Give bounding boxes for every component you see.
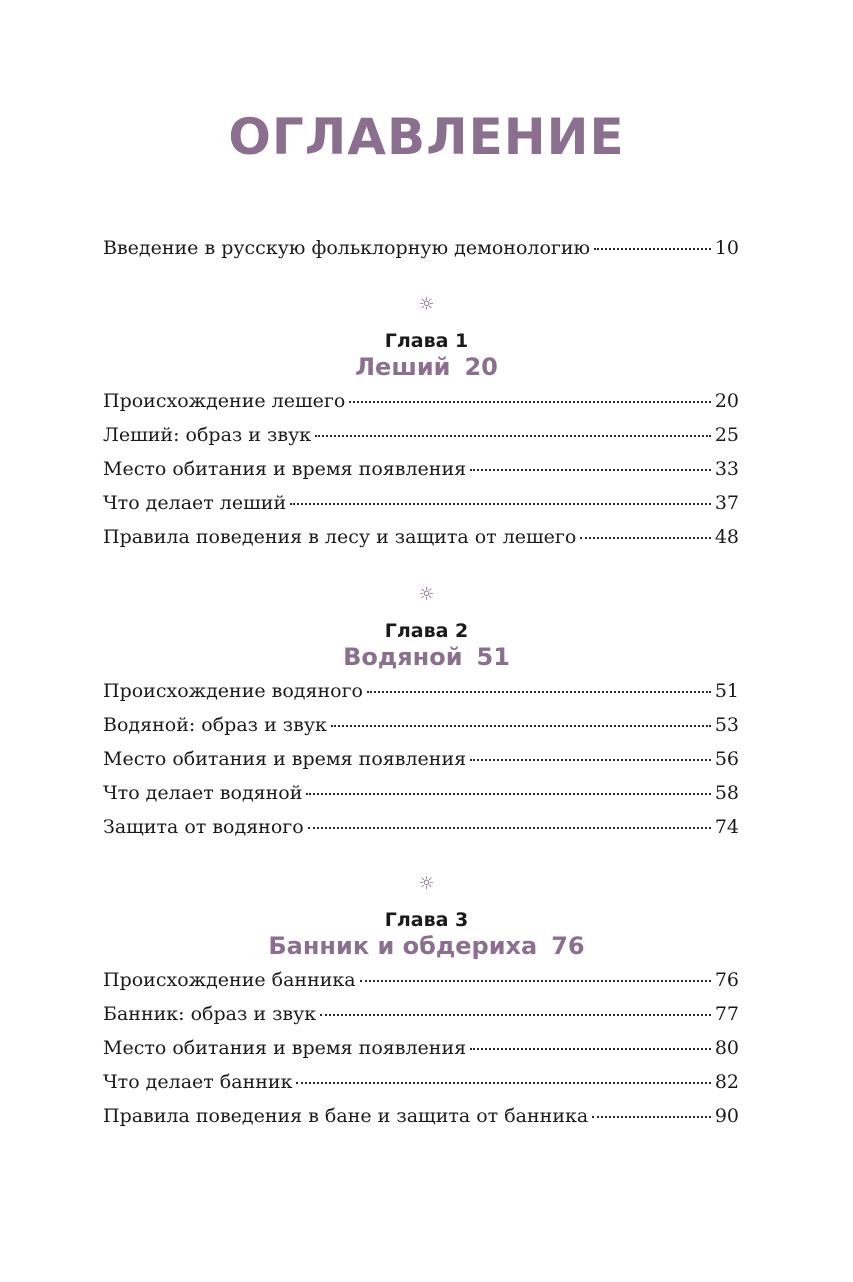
ornament-icon: ☼ xyxy=(418,294,435,315)
toc-entry-label: Что делает водяной xyxy=(103,782,303,804)
dot-leader xyxy=(367,691,711,693)
chapter-title[interactable] xyxy=(0,643,853,671)
toc-entry-page: 20 xyxy=(714,390,739,412)
dot-leader xyxy=(315,435,711,437)
toc-entry-label: Защита от водяного xyxy=(103,816,304,838)
chapter-number: Глава 1 xyxy=(384,330,469,352)
chapter-title-text: Банник и обдериха xyxy=(268,932,538,960)
toc-entry-label: Место обитания и время появления xyxy=(103,1037,467,1059)
toc-entry-page: 51 xyxy=(714,680,739,702)
toc-entry-label: Что делает банник xyxy=(103,1071,293,1093)
toc-entry-page: 82 xyxy=(714,1071,739,1093)
toc-entry-label: Что делает леший xyxy=(103,492,287,514)
toc-entry-page: 10 xyxy=(714,237,739,259)
toc-entry[interactable] xyxy=(103,816,739,850)
toc-entry-page: 25 xyxy=(714,424,739,446)
dot-leader xyxy=(470,759,711,761)
chapter-2-entries xyxy=(103,680,739,850)
dot-leader xyxy=(580,537,711,539)
chapter-title[interactable] xyxy=(0,353,853,381)
chapter-title-page: 20 xyxy=(464,353,498,381)
dot-leader xyxy=(360,980,711,982)
toc-entry-page: 74 xyxy=(714,816,739,838)
dot-leader xyxy=(320,1014,711,1016)
dot-leader xyxy=(331,725,711,727)
toc-entry-label: Происхождение лешего xyxy=(103,390,346,412)
toc-entry[interactable] xyxy=(103,680,739,714)
dot-leader xyxy=(349,401,711,403)
toc-entry-page: 33 xyxy=(714,458,739,480)
chapter-title-text: Леший xyxy=(355,353,451,381)
toc-entry-label: Происхождение банника xyxy=(103,969,356,991)
toc-entry[interactable] xyxy=(103,969,739,1003)
dot-leader xyxy=(306,793,710,795)
toc-entry-label: Банник: образ и звук xyxy=(103,1003,317,1025)
toc-entry-page: 53 xyxy=(714,714,739,736)
dot-leader xyxy=(470,1048,711,1050)
toc-entry-page: 48 xyxy=(714,526,739,548)
toc-entry[interactable] xyxy=(103,714,739,748)
toc-entry[interactable] xyxy=(103,390,739,424)
toc-entry[interactable] xyxy=(103,1071,739,1105)
toc-entry-page: 76 xyxy=(714,969,739,991)
dot-leader xyxy=(594,248,711,250)
ornament-icon: ☼ xyxy=(418,873,435,894)
chapter-number: Глава 3 xyxy=(384,909,469,931)
chapter-1-entries xyxy=(103,390,739,560)
page-title: ОГЛАВЛЕНИЕ xyxy=(228,108,625,166)
toc-entry-label: Происхождение водяного xyxy=(103,680,363,702)
toc-entry-intro[interactable] xyxy=(103,237,739,271)
toc-entry-label: Леший: образ и звук xyxy=(103,424,312,446)
chapter-title-page: 76 xyxy=(551,932,585,960)
ornament-icon: ☼ xyxy=(418,584,435,605)
toc-entry-page: 56 xyxy=(714,748,739,770)
toc-entry-page: 77 xyxy=(714,1003,739,1025)
toc-entry-page: 37 xyxy=(714,492,739,514)
toc-entry-label: Место обитания и время появления xyxy=(103,458,467,480)
dot-leader xyxy=(290,503,711,505)
chapter-3-entries xyxy=(103,969,739,1139)
chapter-number: Глава 2 xyxy=(384,620,469,642)
toc-entry[interactable] xyxy=(103,492,739,526)
toc-entry[interactable] xyxy=(103,1105,739,1139)
toc-entry-label: Правила поведения в бане и защита от банника xyxy=(103,1105,589,1127)
toc-entry-label: Место обитания и время появления xyxy=(103,748,467,770)
toc-entry[interactable] xyxy=(103,526,739,560)
toc-entry[interactable] xyxy=(103,1037,739,1071)
toc-entry[interactable] xyxy=(103,1003,739,1037)
intro-block xyxy=(103,237,739,271)
chapter-title[interactable] xyxy=(0,932,853,960)
toc-entry[interactable] xyxy=(103,748,739,782)
toc-entry-label: Правила поведения в лесу и защита от лешего xyxy=(103,526,577,548)
toc-entry[interactable] xyxy=(103,458,739,492)
chapter-title-text: Водяной xyxy=(343,643,463,671)
toc-entry[interactable] xyxy=(103,782,739,816)
toc-entry-page: 58 xyxy=(714,782,739,804)
dot-leader xyxy=(296,1082,710,1084)
toc-entry-page: 90 xyxy=(714,1105,739,1127)
chapter-title-page: 51 xyxy=(476,643,510,671)
dot-leader xyxy=(470,469,711,471)
toc-entry[interactable] xyxy=(103,424,739,458)
toc-entry-label: Введение в русскую фольклорную демонологию xyxy=(103,237,591,259)
dot-leader xyxy=(592,1116,711,1118)
toc-entry-label: Водяной: образ и звук xyxy=(103,714,327,736)
dot-leader xyxy=(308,827,711,829)
toc-entry-page: 80 xyxy=(714,1037,739,1059)
